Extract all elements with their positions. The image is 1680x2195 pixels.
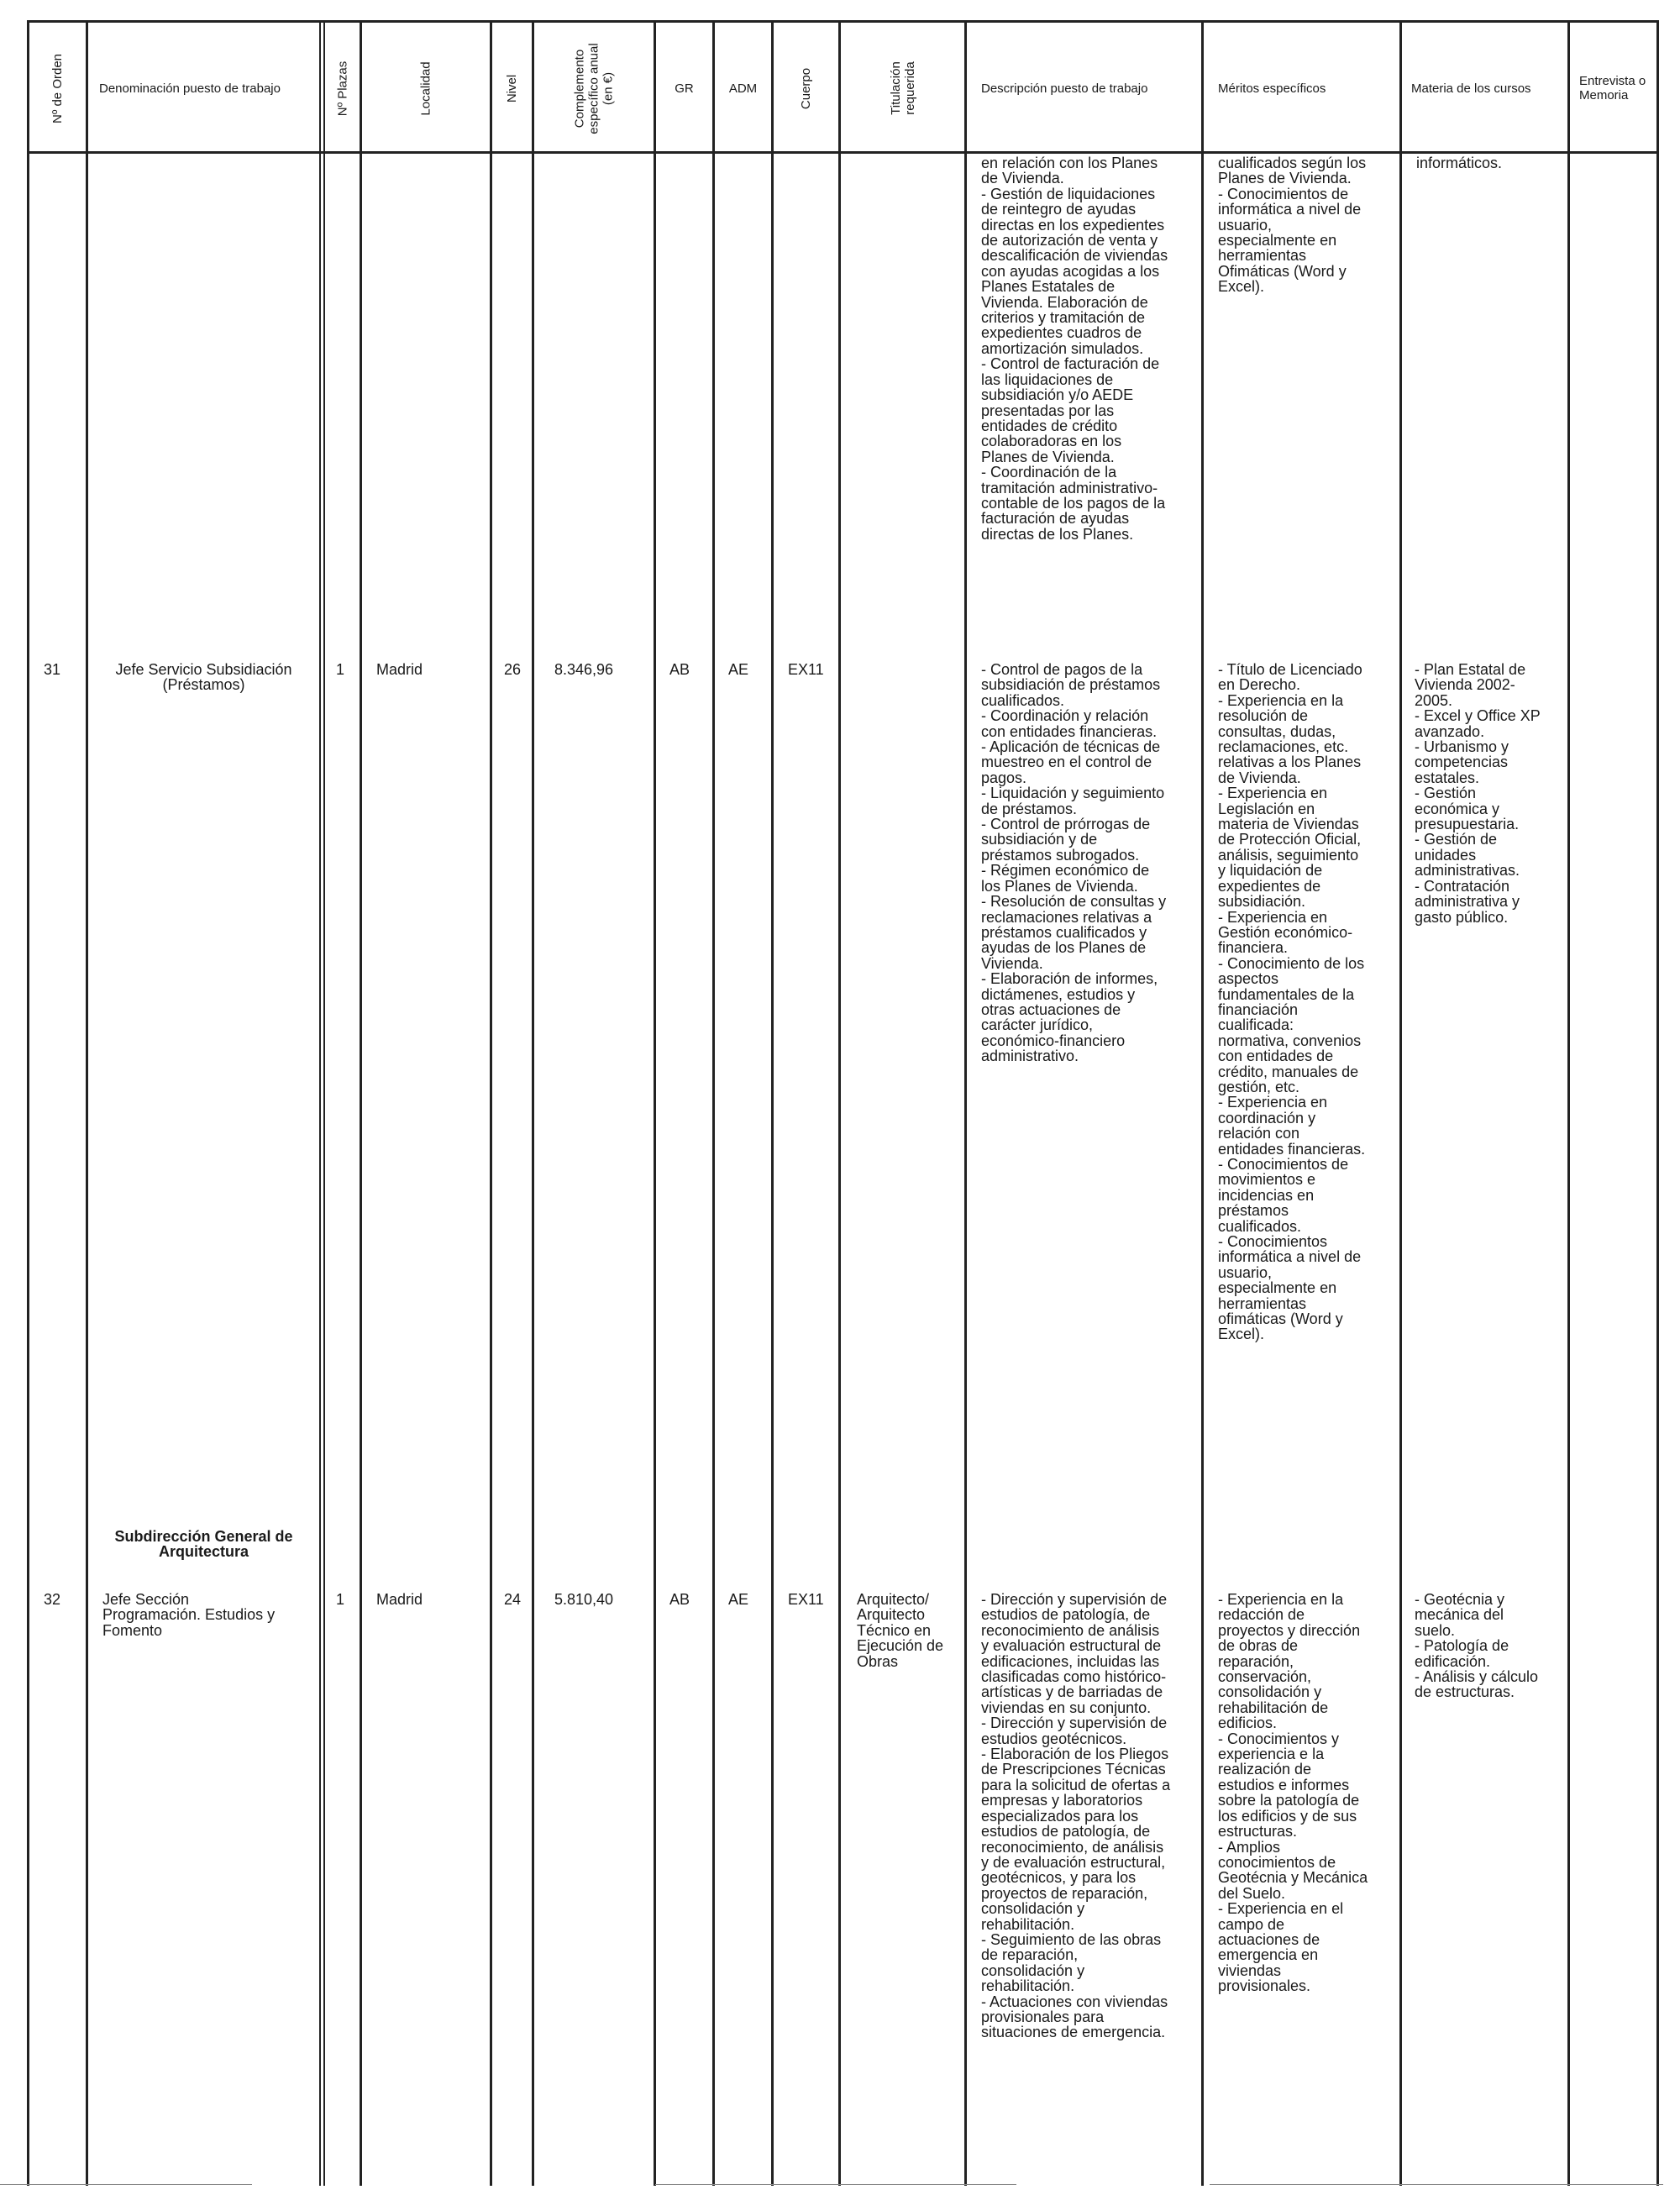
header-descripcion: Descripción puesto de trabajo [981,81,1148,96]
header-plazas: Nº Plazas [335,60,350,116]
row-plazas: 1 [336,1591,345,1608]
header-bottom-rule [27,151,1658,154]
row-gr: AB [669,661,690,678]
column-rule [1201,20,1204,2186]
section-title: Subdirección General de Arquitectura [114,1528,293,1561]
column-rule [771,20,774,2186]
header-localidad: Localidad [418,60,433,116]
column-rule [490,20,492,2186]
row-gr: AB [669,1591,690,1608]
column-rule [86,20,88,2186]
row-localidad: Madrid [376,661,423,678]
header-orden: Nº de Orden [50,53,65,123]
row-localidad: Madrid [376,1591,423,1608]
row-denominacion: Jefe Sección Programación. Estudios y Fomento [102,1591,276,1639]
column-rule [360,20,362,2186]
row-descripcion: - Dirección y supervisión de estudios de patología, de reconocimiento de análisis y evaluación estructural de edificaciones, incluidas las clasificadas como histórico- artísticas y de barriadas de viviendas en su conjunto. - Dirección y supervisión de estudios geotécnicos. - Elaboración de los Pliegos de Prescripciones Técnicas para la solicitud de ofertas a empresas y laboratorios especializados para los estudios de patología, de reconocimiento, de análisis y de evaluación estructural, geotécnicos, y para los proyectos de reparación, consolidación y rehabilitación. - Seguimiento de las obras de reparación, consolidación y rehabilitación. - Actuaciones con viviendas provisionales para situaciones de emergencia. [981,1591,1171,2041]
header-complemento: Complemento específico anual (en €) [572,42,616,134]
column-rule [838,20,841,2186]
column-rule [319,20,321,2186]
row-complemento: 5.810,40 [554,1591,614,1608]
continuation-descripcion: en relación con los Planes de Vivienda. - Gestión de liquidaciones de reintegro de ayudas directas en los expedientes de autorización de venta y descalificación de viviendas con ayudas acogidas a los Planes Estatales de Vivienda. Elaboración de criterios y tramitación de expedientes cuadros de amortización simulados. - Control de facturación de las liquidaciones de subsidiación y/o AEDE presentadas por las entidades de crédito colaboradoras en los Planes de Vivienda. - Coordinación de la tramitación administrativo- contable de los pagos de la facturación de ayudas directas de los Planes. [981,155,1168,543]
continuation-meritos: cualificados según los Planes de Vivienda. - Conocimientos de informática a nivel de usuario, especialmente en herramientas Ofimáticas (Word y Excel). [1218,155,1367,296]
row-adm: AE [728,661,749,678]
row-nivel: 24 [504,1591,522,1608]
column-rule [323,20,325,2186]
row-cursos: - Plan Estatal de Vivienda 2002- 2005. - Excel y Office XP avanzado. - Urbanismo y competencias estatales. - Gestión económica y presupuestaria. - Gestión de unidades administrativas. - Contratación administrativa y gasto público. [1415,661,1541,926]
row-cuerpo: EX11 [788,1591,824,1608]
header-denominacion: Denominación puesto de trabajo [99,81,281,96]
bottom-rule [1210,2184,1663,2185]
row-complemento: 8.346,96 [554,661,614,678]
row-adm: AE [728,1591,749,1608]
header-nivel: Nivel [505,74,519,102]
header-entrevista: Entrevista o Memoria [1579,74,1646,102]
column-rule [654,20,656,2186]
header-adm: ADM [728,81,758,96]
header-meritos: Méritos específicos [1218,81,1326,96]
header-titulacion: Titulación requerida [888,61,917,115]
column-rule [1399,20,1402,2186]
row-titulacion: Arquitecto/ Arquitecto Técnico en Ejecución de Obras [857,1591,944,1670]
row-nivel: 26 [504,661,522,678]
column-rule [532,20,534,2186]
row-meritos: - Título de Licenciado en Derecho. - Experiencia en la resolución de consultas, dudas, reclamaciones, etc. relativas a los Planes de Vivienda. - Experiencia en Legislación en materia de Viviendas de Protección Oficial, análisis, seguimiento y liquidación de expedientes de subsidiación. - Experiencia en Gestión económico- financiera. - Conocimiento de los aspectos fundamentales de la financiación cualificada: normativa, convenios con entidades de crédito, manuales de gestión, etc. - Experiencia en coordinación y relación con entidades financieras. - Conocimientos de movimientos e incidencias en préstamos cualificados. - Conocimientos informática a nivel de usuario, especialmente en herramientas ofimáticas (Word y Excel). [1218,661,1366,1343]
row-meritos: - Experiencia en la redacción de proyectos y dirección de obras de reparación, conservación, consolidación y rehabilitación de edificios. - Conocimientos y experiencia e la realización de estudios e informes sobre la patología de los edificios y de sus estructuras. - Amplios conocimientos de Geotécnia y Mecánica del Suelo. - Experiencia en el campo de actuaciones de emergencia en viviendas provisionales. [1218,1591,1368,1995]
row-orden: 31 [44,661,61,678]
row-cursos: - Geotécnia y mecánica del suelo. - Patología de edificación. - Análisis y cálculo de estructuras. [1415,1591,1539,1701]
row-cuerpo: EX11 [788,661,824,678]
bottom-rule [0,2184,252,2185]
column-rule [964,20,967,2186]
column-rule [712,20,715,2186]
header-cursos: Materia de los cursos [1411,81,1531,96]
column-rule [27,20,29,2186]
row-descripcion: - Control de pagos de la subsidiación de préstamos cualificados. - Coordinación y relación con entidades financieras. - Aplicación de técnicas de muestreo en el control de pagos. - Liquidación y seguimiento de préstamos. - Control de prórrogas de subsidiación y de préstamos subrogados. - Régimen económico de los Planes de Vivienda. - Resolución de consultas y reclamaciones relativas a préstamos cualificados y ayudas de los Planes de Vivienda. - Elaboración de informes, dictámenes, estudios y otras actuaciones de carácter jurídico, económico-financiero administrativo. [981,661,1167,1065]
row-plazas: 1 [336,661,345,678]
column-rule [1656,20,1659,2186]
table-top-rule [27,20,1658,23]
continuation-cursos: informáticos. [1416,155,1503,171]
header-cuerpo: Cuerpo [798,67,813,109]
bottom-rule [655,2184,1016,2185]
row-denominacion: Jefe Servicio Subsidiación (Préstamos) [115,661,292,694]
row-orden: 32 [44,1591,61,1608]
column-rule [1567,20,1570,2186]
header-gr: GR [675,81,694,96]
